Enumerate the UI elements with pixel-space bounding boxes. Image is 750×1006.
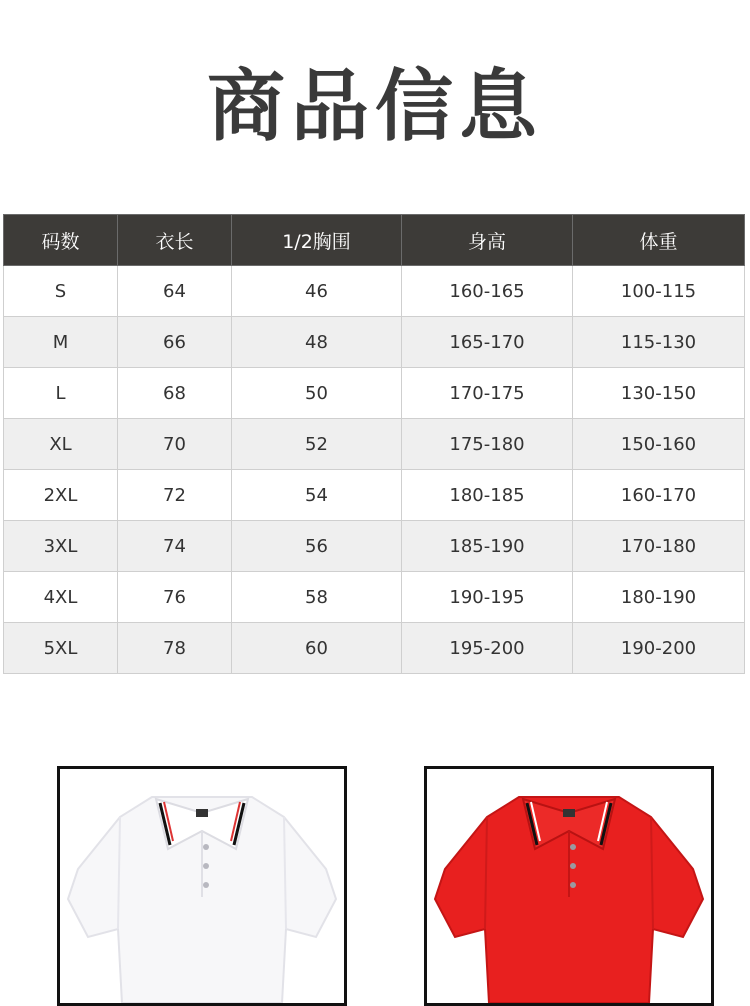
- product-photo-red: [424, 766, 714, 1006]
- cell-half-chest: 54: [232, 470, 402, 521]
- cell-height: 170-175: [402, 368, 573, 419]
- header-height: 身高: [402, 215, 573, 266]
- cell-size: XL: [4, 419, 118, 470]
- cell-height: 165-170: [402, 317, 573, 368]
- table-header-row: [4, 215, 745, 266]
- cell-weight: 170-180: [573, 521, 745, 572]
- cell-length: 64: [118, 266, 232, 317]
- header-length: 衣长: [118, 215, 232, 266]
- cell-length: 78: [118, 623, 232, 674]
- cell-length: 76: [118, 572, 232, 623]
- cell-weight: 160-170: [573, 470, 745, 521]
- table-row: [4, 317, 745, 368]
- cell-length: 74: [118, 521, 232, 572]
- header-half-chest: 1/2胸围: [232, 215, 402, 266]
- cell-height: 175-180: [402, 419, 573, 470]
- table-row: [4, 521, 745, 572]
- cell-weight: 150-160: [573, 419, 745, 470]
- table-row: [4, 623, 745, 674]
- product-photo-white: [57, 766, 347, 1006]
- table-row: [4, 470, 745, 521]
- white-polo-shirt-illustration: [60, 769, 344, 1003]
- cell-size: S: [4, 266, 118, 317]
- cell-size: 3XL: [4, 521, 118, 572]
- cell-weight: 115-130: [573, 317, 745, 368]
- header-weight: 体重: [573, 215, 745, 266]
- cell-length: 68: [118, 368, 232, 419]
- cell-weight: 130-150: [573, 368, 745, 419]
- cell-half-chest: 46: [232, 266, 402, 317]
- cell-weight: 180-190: [573, 572, 745, 623]
- cell-half-chest: 50: [232, 368, 402, 419]
- cell-half-chest: 48: [232, 317, 402, 368]
- table-row: [4, 572, 745, 623]
- cell-half-chest: 56: [232, 521, 402, 572]
- size-chart-table: [3, 214, 745, 674]
- cell-length: 72: [118, 470, 232, 521]
- cell-height: 185-190: [402, 521, 573, 572]
- cell-size: 5XL: [4, 623, 118, 674]
- cell-length: 70: [118, 419, 232, 470]
- cell-weight: 100-115: [573, 266, 745, 317]
- cell-length: 66: [118, 317, 232, 368]
- page-title: 商品信息: [206, 62, 543, 152]
- cell-size: L: [4, 368, 118, 419]
- table-row: [4, 368, 745, 419]
- cell-height: 160-165: [402, 266, 573, 317]
- cell-height: 195-200: [402, 623, 573, 674]
- cell-weight: 190-200: [573, 623, 745, 674]
- cell-half-chest: 58: [232, 572, 402, 623]
- table-row: [4, 266, 745, 317]
- cell-height: 190-195: [402, 572, 573, 623]
- cell-half-chest: 52: [232, 419, 402, 470]
- cell-size: 2XL: [4, 470, 118, 521]
- table-row: [4, 419, 745, 470]
- cell-height: 180-185: [402, 470, 573, 521]
- cell-half-chest: 60: [232, 623, 402, 674]
- red-polo-shirt-illustration: [427, 769, 711, 1003]
- header-size: 码数: [4, 215, 118, 266]
- cell-size: 4XL: [4, 572, 118, 623]
- cell-size: M: [4, 317, 118, 368]
